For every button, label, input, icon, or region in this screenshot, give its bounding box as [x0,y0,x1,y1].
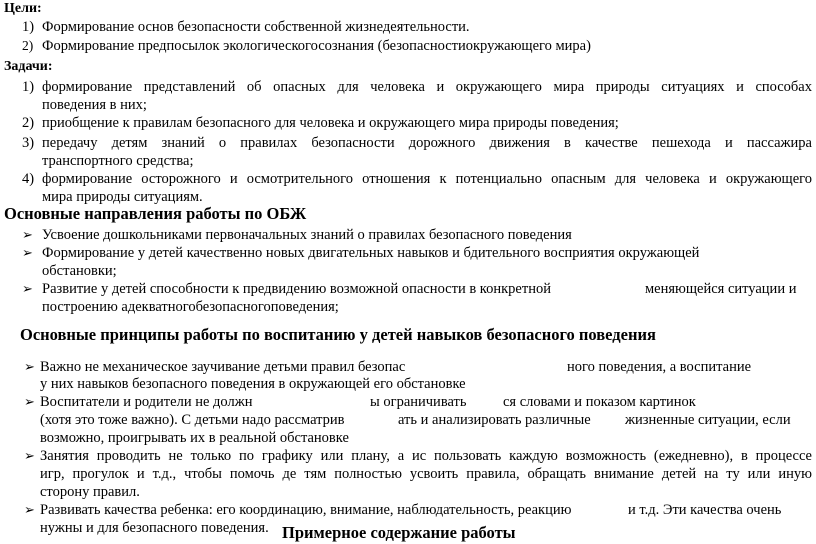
goal-1-number: 1) [22,19,35,35]
principle-4-line1a: Развивать качества ребенка: его координацию, внимание, наблюдательность, реакцию [40,502,572,518]
goal-2-text: Формирование предпосылок экологическогосознания (безопасностиокружающего мира) [42,38,591,54]
direction-3-line1a: Развитие у детей способности к предвидению возможной опасности в конкретной [42,281,551,297]
arrow-icon: ➢ [24,502,35,517]
goals-heading: Цели: [4,1,42,16]
directions-heading: Основные направления работы по ОБЖ [4,204,307,223]
task-3-line1: передачу детям знаний о правилах безопасности дорожного движения в качестве пешехода и пассажира [42,135,812,151]
arrow-icon: ➢ [24,448,35,463]
direction-1-line1: Усвоение дошкольниками первоначальных знаний о правилах безопасного поведения [42,227,572,243]
goal-1-text: Формирование основ безопасности собственной жизнедеятельности. [42,19,470,35]
task-4-line1: формирование осторожного и осмотрительного отношения к потенциально опасным для человека и окружающего [42,171,812,187]
principle-2-line1a: Воспитатели и родители не должн [40,394,253,410]
principle-3-line2: игр, прогулок и т.д., чтобы помочь де тям полностью усвоить правила, обращать внимание детей на ту или иную [40,466,812,482]
arrow-icon: ➢ [24,359,35,374]
task-3-line2: транспортного средства; [42,153,194,169]
task-4-number: 4) [22,171,35,187]
task-1-line1: формирование представлений об опасных для человека и окружающего мира природы ситуациях и способах [42,79,812,95]
principle-1-line1b: ного поведения, а воспитание [567,359,752,375]
principle-1-line2: у них навыков безопасного поведения в окружающей его обстановке [40,376,466,392]
tasks-heading: Задачи: [4,59,53,74]
direction-3-line1b: меняющейся ситуации и [645,281,797,297]
direction-3-line2: построению адекватногобезопасногоповедения; [42,299,339,315]
task-4-line2: мира природы ситуациям. [42,189,203,205]
goal-2-number: 2) [22,38,34,53]
direction-2-line2: обстановки; [42,263,117,279]
principle-2-line2a: (хотя это тоже важно). С детьми надо рассматрив [40,412,345,428]
principle-4-line2: нужны и для безопасного поведения. [40,520,269,536]
task-3-number: 3) [22,135,35,151]
arrow-icon: ➢ [22,245,33,260]
principle-2-line2c: жизненные ситуации, если [625,412,791,428]
principle-2-line2b: ать и анализировать различные [398,412,591,428]
arrow-icon: ➢ [22,281,33,296]
arrow-icon: ➢ [22,227,33,242]
task-2-line1: приобщение к правилам безопасного для человека и окружающего мира природы поведения; [42,115,619,131]
task-2-number: 2) [22,115,35,131]
principles-heading: Основные принципы работы по воспитанию у детей навыков безопасного поведения [20,325,656,344]
principle-2-line1c: ся словами и показом картинок [503,394,696,410]
arrow-icon: ➢ [24,394,35,409]
principle-2-line3: возможно, проигрывать их в реальной обстановке [40,430,349,446]
task-1-number: 1) [22,79,35,95]
content-heading: Примерное содержание работы [282,523,516,542]
principle-1-line1a: Важно не механическое заучивание детьми правил безопас [40,359,406,375]
direction-2-line1: Формирование у детей качественно новых двигательных навыков и бдительного восприятия окружающей [42,245,700,261]
principle-4-line1b: и т.д. Эти качества очень [628,502,782,518]
principle-3-line1: Занятия проводить не только по графику или плану, а ис пользовать каждую возможность (ежедневно), в процессе [40,448,812,464]
principle-2-line1b: ы ограничивать [370,394,467,410]
task-1-line2: поведения в них; [42,97,147,113]
principle-3-line3: сторону правил. [40,484,140,500]
